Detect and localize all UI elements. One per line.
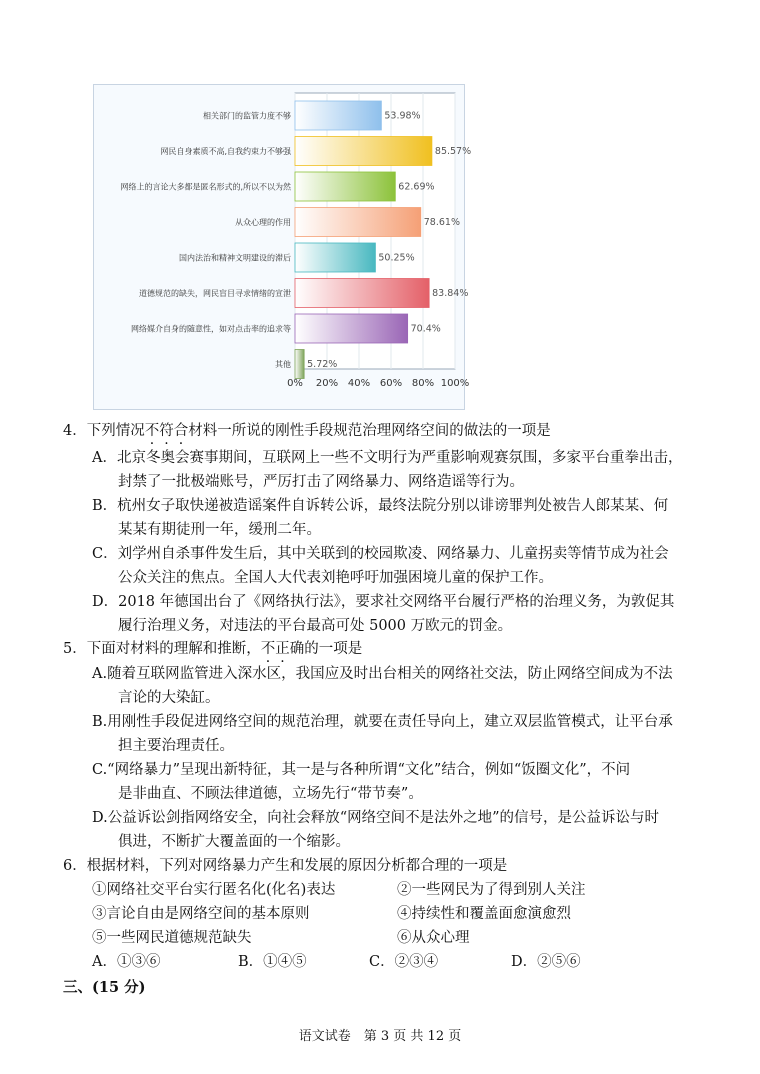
q4-option-a-cont: 封禁了一批极端账号，严厉打击了网络暴力、网络造谣等行为。 — [118, 474, 524, 490]
value-label: 5.72% — [307, 359, 338, 370]
bar — [295, 172, 395, 201]
category-label: 国内法治和精神文明建设的滞后 — [179, 253, 291, 263]
q6-item-6: ⑥从众心理 — [397, 930, 470, 946]
q4-option-d: D．2018 年德国出台了《网络执行法》，要求社交网络平台履行严格的治理义务，为敦促其 — [92, 594, 675, 610]
q5-option-c-cont: 是非曲直、不顾法律道德，立场先行“带节奏”。 — [118, 786, 423, 802]
section-3-heading: 三、(15 分) — [63, 979, 146, 996]
x-tick-label: 80% — [411, 378, 435, 389]
q5-option-d-cont: 俱进，不断扩大覆盖面的一个缩影。 — [118, 834, 350, 850]
category-label: 其他 — [275, 360, 291, 369]
q4-option-c-cont: 公众关注的焦点。全国人大代表刘艳呼吁加强困境儿童的保护工作。 — [118, 570, 553, 586]
bar — [295, 279, 429, 308]
q6-option-a: A．①③⑥ — [92, 954, 161, 970]
category-label: 道德规范的缺失，网民盲目寻求情绪的宣泄 — [139, 289, 291, 298]
q6-stem: 6．根据材料，下列对网络暴力产生和发展的原因分析都合理的一项是 — [63, 858, 508, 874]
page-footer: 语文试卷 第 3 页 共 12 页 — [298, 1029, 462, 1044]
q4-option-d-cont: 履行治理义务，对违法的平台最高可处 5000 万欧元的罚金。 — [118, 618, 513, 634]
value-label: 70.4% — [410, 323, 441, 335]
q5-option-b-cont: 担主要治理责任。 — [118, 738, 234, 754]
q6-option-c: C．②③④ — [369, 954, 439, 970]
q6-item-3: ③言论自由是网络空间的基本原则 — [92, 906, 310, 922]
bar — [295, 243, 375, 272]
q4-option-b: B．杭州女子取快递被造谣案件自诉转公诉，最终法院分别以诽谤罪判处被告人郎某某、何 — [92, 498, 669, 514]
x-tick-label: 100% — [440, 378, 470, 389]
bar — [295, 350, 304, 379]
category-label: 网络媒介自身的随意性，如对点击率的追求等 — [131, 324, 291, 334]
bar-chart-svg — [94, 85, 472, 411]
category-label: 相关部门的监管力度不够 — [203, 111, 291, 121]
q4-option-a: A．北京冬奥会赛事期间，互联网上一些不文明行为严重影响观赛氛围，多家平台重拳出击， — [92, 450, 683, 466]
q6-item-4: ④持续性和覆盖面愈演愈烈 — [397, 906, 571, 922]
q4-option-c: C．刘学州自杀事件发生后，其中关联到的校园欺凌、网络暴力、儿童拐卖等情节成为社会 — [92, 546, 669, 562]
category-label: 网民自身素质不高,自我约束力不够强 — [160, 147, 291, 156]
q6-item-1: ①网络社交平台实行匿名化(化名)表达 — [92, 882, 336, 898]
bar — [295, 137, 432, 166]
q5-option-c: C.“网络暴力”呈现出新特征，其一是与各种所谓“文化”结合，例如“饭圈文化”，不问 — [92, 762, 631, 778]
bar-chart — [93, 84, 472, 410]
bar — [295, 101, 381, 130]
bar — [295, 314, 408, 343]
x-tick-label: 20% — [315, 378, 339, 389]
bar — [295, 208, 421, 237]
value-label: 85.57% — [434, 146, 472, 157]
value-label: 83.84% — [432, 288, 469, 299]
q6-item-2: ②一些网民为了得到别人关注 — [397, 882, 586, 898]
q5-option-b: B.用刚性手段促进网络空间的规范治理，就要在责任导向上，建立双层监管模式，让平台承 — [92, 714, 673, 730]
q6-option-d: D．②⑤⑥ — [511, 954, 581, 970]
value-label: 78.61% — [423, 217, 461, 228]
value-label: 53.98% — [384, 110, 421, 122]
category-label: 网络上的言论大多都是匿名形式的,所以不以为然 — [120, 182, 291, 192]
value-label: 50.25% — [378, 252, 415, 264]
x-tick-label: 60% — [379, 378, 403, 389]
value-label: 62.69% — [398, 181, 435, 193]
q5-stem: 5．下面对材料的理解和推断，不正确的一项是 — [63, 641, 363, 657]
x-tick-label: 40% — [347, 378, 371, 389]
q4-option-b-cont: 某某有期徒刑一年，缓刑二年。 — [118, 522, 321, 538]
q6-option-b: B．①④⑤ — [238, 954, 307, 970]
x-tick-label: 0% — [287, 378, 303, 389]
q5-option-a: A.随着互联网监管进入深水区，我国应及时出台相关的网络社交法，防止网络空间成为不法 — [92, 666, 673, 682]
q5-option-d: D.公益诉讼剑指网络安全，向社会释放“网络空间不是法外之地”的信号，是公益诉讼与时 — [92, 810, 660, 826]
q4-stem: 4．下列情况不符合材料一所说的刚性手段规范治理网络空间的做法的一项是 — [63, 423, 551, 439]
category-label: 从众心理的作用 — [235, 218, 291, 227]
q5-option-a-cont: 言论的大染缸。 — [118, 690, 220, 706]
q6-item-5: ⑤一些网民道德规范缺失 — [92, 930, 252, 946]
